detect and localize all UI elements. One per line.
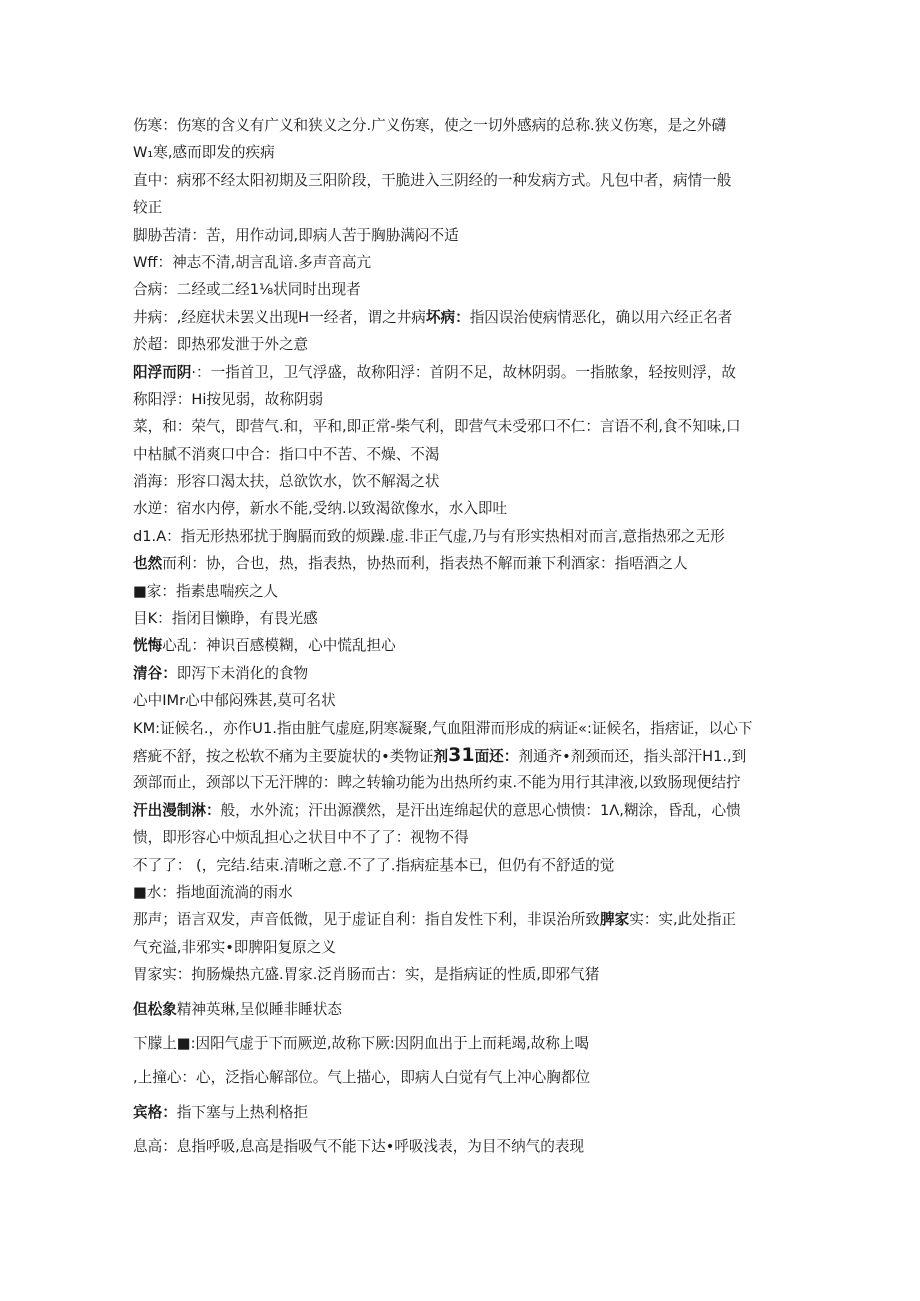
term-bold: 宾格：: [133, 1103, 177, 1121]
term-bold: 但松象: [133, 1000, 177, 1018]
text-line: [133, 824, 783, 851]
text-run: 颈部而止，颈部以下无汗牌的：睥之转输功能为出热所约束.不能为用行其津液,以致肠现便结拧: [133, 774, 741, 792]
text-line: [133, 660, 783, 687]
text-run: d1.A：指无形热邪扰于胸膈而致的烦躁.虚.非正气虚,乃与有形实热相对而言,意指热邪之无形: [133, 527, 725, 545]
text-line: [133, 632, 783, 659]
text-run: 实：实,此处指正: [629, 911, 737, 929]
text-line: [133, 495, 783, 522]
text-line: [133, 797, 783, 824]
text-run: W₁寒,感而即发的疾病: [133, 144, 275, 162]
term-bold: 31: [448, 743, 475, 766]
text-run: ■水：指地面流淌的雨水: [133, 883, 293, 901]
text-run: 而利：协，合也，热，指表热，协热而利，指表热不解而兼下利酒家：指唔酒之人: [162, 555, 688, 573]
text-line: [133, 249, 783, 276]
term-bold: 坏病：: [425, 308, 470, 326]
text-run: 菜，和：荣气，即营气.和，平和,即正常-柴气利，即营气未受邪口不仁：言语不利,食不知味,口: [133, 418, 741, 436]
text-line: [133, 1064, 783, 1091]
term-bold: 清谷：: [133, 664, 177, 682]
text-run: 气充溢,非邪实•即脾阳复原之义: [133, 938, 336, 956]
text-run: 脚胁苦清：苦，用作动词,即病人苦于胸胁满闷不适: [133, 226, 459, 244]
text-line: [133, 413, 783, 440]
text-run: 精神英琳,呈似睡非睡状态: [176, 1000, 342, 1018]
text-line: [133, 523, 783, 550]
text-line: [133, 441, 783, 468]
text-line: [133, 139, 783, 166]
text-line: [133, 879, 783, 906]
text-line: [133, 769, 783, 796]
text-line: [133, 578, 783, 605]
text-line: [133, 934, 783, 961]
text-run: 指囚误治使病情恶化，确以用六经正名者: [469, 308, 733, 326]
text-run: 伤寒：伤寒的含义有广义和狭义之分.广义伤寒，使之一切外感病的总称.狭义伤寒，是之外礴: [133, 117, 727, 134]
text-run: 心中IMr心中郁闷殊甚,莫可名状: [133, 692, 336, 710]
text-line: [133, 359, 783, 386]
text-line: [133, 715, 783, 742]
text-line: [133, 331, 783, 358]
text-run: 剂通齐•剂颈而还，指头部汗H1.,到: [518, 747, 747, 765]
text-line: [133, 1099, 783, 1126]
text-run: 合病：二经或二经1⅛状同时出现者: [133, 281, 361, 299]
text-run: 指下塞与上热利格拒: [176, 1103, 309, 1121]
text-run: 目K：指闭目懒睁，有畏光感: [133, 610, 318, 628]
text-run: KM:证候名.，亦作U1.指由脏气虚庭,阴寒凝聚,气血阻滞而形成的病证«:证候名，指痞证，以心下: [133, 719, 753, 737]
text-run: 直中：病邪不经太阳初期及三阳阶段，干脆进入三阴经的一种发病方式。凡包中者，病情一般: [133, 171, 732, 189]
text-run: ,上撞心：心，泛指心解部位。气上描心，即病人白觉有气上冲心胸都位: [133, 1069, 591, 1087]
text-line: [133, 852, 783, 879]
text-run: 那声；语言双发，声音低微，见于虚证自利：指自发性下利，非误治所致: [133, 911, 601, 929]
text-run: 即泻下未消化的食物: [176, 664, 309, 682]
text-run: 井病：,经庭状未罢义出现H一经者，谓之井病: [133, 308, 426, 326]
text-line: [133, 304, 783, 331]
text-run: 胃家实：拘肠燥热亢盛.胃家.泛肖肠而古：实，是指病证的性质,即邪气猪: [133, 966, 600, 984]
text-line: [133, 961, 783, 988]
text-line: [133, 1030, 783, 1057]
text-run: 称阳浮：Hi按见弱，故称阴弱: [133, 390, 324, 408]
text-run: 下朦上■:因阳气虚于下而厥逆,故称下厥:因阴血出于上而耗竭,故称上喝: [133, 1034, 590, 1052]
text-run: 中枯腻不消爽口中合：指口中不苦、不燥、不渴: [133, 445, 440, 463]
text-run: ·：一指首卫，卫气浮盛，故称阳浮：首阴不足，故林阴弱。一指脓象，轻按则浮，故: [191, 363, 737, 381]
text-run: 於超：即热邪发泄于外之意: [133, 336, 309, 354]
text-line: [133, 605, 783, 632]
text-run: 消海：形容口渴太扶，总欲饮水，饮不解渴之状: [133, 473, 440, 491]
text-run: 水逆：宿水内停，新水不能,受纳.以致渴欲像水，水入即吐: [133, 500, 508, 518]
term-bold: 剂: [433, 747, 449, 765]
text-run: 愦，即形容心中烦乱担心之状目中不了了：视物不得: [133, 829, 469, 847]
text-line: [133, 468, 783, 495]
term-bold: 恍悔: [133, 637, 163, 655]
text-run: 较正: [133, 199, 163, 217]
text-line: [133, 996, 783, 1023]
text-line: [133, 550, 783, 577]
term-bold: 面还：: [474, 747, 519, 765]
text-run: 般，水外流；汗出源濮然，是汗出连绵起伏的意思心愦愦：1Λ,糊涂，昏乱，心愦: [220, 801, 741, 819]
text-run: Wff：神志不清,胡言乱谙.多声音高亢: [133, 253, 372, 271]
glossary-text: [133, 112, 783, 1160]
text-line: [133, 386, 783, 413]
term-bold: 脾家: [600, 911, 630, 929]
text-line: [133, 112, 783, 139]
text-run: 心乱：神识百感模糊，心中慌乱担心: [162, 637, 396, 655]
text-line: [133, 687, 783, 714]
text-line: [133, 276, 783, 303]
text-line: [133, 742, 783, 769]
text-run: ■家：指素患喘疾之人: [133, 582, 279, 600]
text-line: [133, 1133, 783, 1160]
term-bold: 汗出漫制淋：: [133, 801, 221, 819]
text-line: [133, 906, 783, 933]
text-line: [133, 167, 783, 194]
text-run: 不了了： (，完结.结束.清晰之意.不了了.指病症基本已，但仍有不舒适的觉: [133, 856, 615, 874]
text-run: 瘩疵不舒，按之松软不痛为主要旋状的•类物证: [133, 747, 434, 765]
text-line: [133, 222, 783, 249]
term-bold: 阳浮而阴: [133, 363, 192, 381]
text-line: [133, 194, 783, 221]
term-bold: 也然: [133, 555, 163, 573]
text-run: 息高：息指呼吸,息高是指吸气不能下达•呼吸浅表，为目不纳气的表现: [133, 1138, 585, 1156]
